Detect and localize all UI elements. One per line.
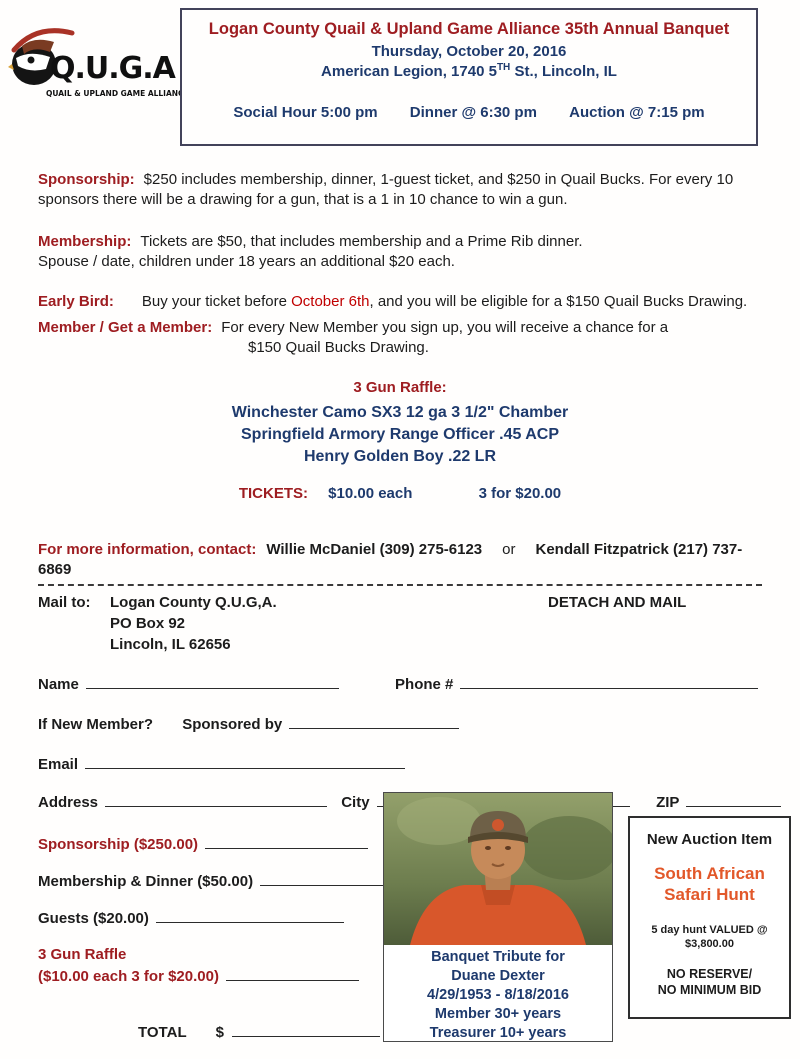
city-label: City — [341, 794, 370, 811]
auction-reserve-line1: NO RESERVE/ — [666, 967, 753, 981]
early-bird-info — [38, 292, 762, 312]
tribute-caption — [384, 945, 612, 1043]
auction-reserve-line2: NO MINIMUM BID — [657, 983, 762, 997]
sponsorship-label: Sponsorship: — [38, 171, 135, 188]
logo-tagline: QUAIL & UPLAND GAME ALLIANCE — [46, 89, 180, 98]
email-field[interactable] — [85, 755, 405, 769]
auction-item-name — [630, 863, 789, 905]
member-get-member-line2: $150 Quail Bucks Drawing. — [248, 339, 429, 356]
duane-dexter-photo — [384, 793, 612, 945]
raffle-amount-field[interactable] — [226, 967, 359, 981]
event-location — [182, 62, 756, 80]
zip-field[interactable] — [686, 793, 781, 807]
new-member-row — [38, 715, 762, 735]
sponsorship-text-line2: sponsors there will be a drawing for a gun, that is a 1 in 10 chance to win a gun. — [38, 191, 568, 208]
early-bird-label: Early Bird: — [38, 293, 114, 310]
total-currency: $ — [215, 1024, 224, 1041]
event-times — [182, 104, 756, 121]
event-date: Thursday, October 20, 2016 — [371, 43, 567, 60]
gun-raffle-section — [38, 378, 762, 504]
mail-to-block — [38, 592, 762, 655]
phone-label: Phone # — [395, 676, 454, 693]
address-field[interactable] — [105, 793, 327, 807]
member-get-member-info — [38, 318, 762, 358]
location-ordinal: TH — [496, 62, 511, 73]
name-field[interactable] — [86, 675, 339, 689]
location-text: American Legion, 1740 5 — [321, 63, 497, 80]
auction-value — [630, 923, 789, 951]
new-member-label: If New Member? — [38, 716, 154, 733]
location-text-2: St., Lincoln, IL — [510, 63, 617, 80]
guests-amount-label: Guests ($20.00) — [38, 910, 149, 927]
auction-value-line2: $3,800.00 — [685, 938, 734, 950]
membership-info — [38, 232, 762, 272]
raffle-title: 3 Gun Raffle: — [353, 379, 447, 396]
tribute-line-3: 4/29/1953 - 8/18/2016 — [427, 987, 569, 1003]
tribute-line-2: Duane Dexter — [451, 968, 545, 984]
new-auction-item-box — [628, 816, 791, 1019]
quail-logo-icon — [8, 24, 180, 104]
raffle-gun-3: Henry Golden Boy .22 LR — [303, 448, 497, 465]
sponsorship-info — [38, 170, 762, 210]
dinner-time: Dinner @ 6:30 pm — [409, 104, 537, 121]
sponsorship-text-line1: $250 includes membership, dinner, 1-guest ticket, and $250 in Quail Bucks. For every 10 — [143, 171, 734, 188]
auction-item-line1: South African — [654, 864, 765, 883]
tribute-line-5: Treasurer 10+ years — [429, 1025, 567, 1041]
tribute-line-1: Banquet Tribute for — [431, 949, 565, 965]
tribute-line-4: Member 30+ years — [434, 1006, 562, 1022]
member-get-member-label: Member / Get a Member: — [38, 319, 213, 336]
total-label: TOTAL — [138, 1024, 187, 1041]
auction-item-line2: Safari Hunt — [664, 885, 755, 904]
contact-conjunction: or — [502, 541, 516, 558]
social-hour-time: Social Hour 5:00 pm — [233, 104, 378, 121]
tickets-label: TICKETS: — [238, 485, 308, 502]
sponsorship-amount-field[interactable] — [205, 835, 368, 849]
flyer-header — [0, 0, 800, 158]
mail-address-line3: Lincoln, IL 62656 — [110, 636, 231, 653]
detach-separator — [38, 584, 762, 586]
detach-and-mail-label: DETACH AND MAIL — [548, 594, 687, 611]
address-label: Address — [38, 794, 99, 811]
membership-amount-label: Membership & Dinner ($50.00) — [38, 873, 254, 890]
early-bird-text-2: , and you will be eligible for a $150 Quail Bucks Drawing. — [369, 293, 748, 310]
event-title: Logan County Quail & Upland Game Alliance 35th Annual Banquet — [208, 20, 730, 38]
mail-address-line1: Logan County Q.U.G,A. — [110, 594, 277, 611]
phone-field[interactable] — [460, 675, 758, 689]
email-label: Email — [38, 756, 79, 773]
contact-label: For more information, contact: — [38, 541, 257, 558]
sponsored-by-field[interactable] — [289, 715, 459, 729]
member-get-member-line1: For every New Member you sign up, you will receive a chance for a — [221, 319, 669, 336]
raffle-gun-1: Winchester Camo SX3 12 ga 3 1/2" Chamber — [231, 404, 569, 421]
auction-value-line1: 5 day hunt VALUED @ — [651, 924, 768, 936]
total-field[interactable] — [232, 1023, 380, 1037]
quga-logo — [8, 24, 180, 108]
guests-amount-field[interactable] — [156, 909, 344, 923]
raffle-gun-2: Springfield Armory Range Officer .45 ACP — [241, 426, 559, 443]
raffle-price-label: ($10.00 each 3 for $20.00) — [38, 968, 219, 985]
early-bird-text: Buy your ticket before — [141, 293, 292, 310]
raffle-tickets — [38, 484, 762, 504]
auction-title: New Auction Item — [646, 831, 773, 848]
membership-text-line2: Spouse / date, children under 18 years an additional $20 each. — [38, 253, 455, 270]
raffle-amount-label: 3 Gun Raffle — [38, 946, 127, 963]
membership-amount-field[interactable] — [260, 872, 383, 886]
contact-person-1: Willie McDaniel (309) 275-6123 — [266, 541, 483, 558]
zip-label: ZIP — [656, 794, 680, 811]
name-label: Name — [38, 676, 79, 693]
sponsored-by-label: Sponsored by — [182, 716, 283, 733]
auction-time: Auction @ 7:15 pm — [569, 104, 705, 121]
ticket-deal: 3 for $20.00 — [478, 485, 562, 502]
membership-label: Membership: — [38, 233, 132, 250]
sponsorship-amount-label: Sponsorship ($250.00) — [38, 836, 199, 853]
mail-address-line2: PO Box 92 — [110, 615, 186, 632]
ticket-price: $10.00 each — [328, 485, 413, 502]
event-header-box — [180, 8, 758, 146]
membership-text-line1: Tickets are $50, that includes membership and a Prime Rib dinner. — [140, 233, 583, 250]
mail-to-label: Mail to: — [38, 594, 91, 611]
auction-reserve-note — [630, 966, 789, 998]
contact-person-2: Kendall Fitzpatrick (217) 737-6869 — [38, 541, 743, 578]
early-bird-deadline: October 6th — [291, 293, 370, 310]
tribute-photo-box — [383, 792, 613, 1042]
contact-info — [38, 540, 762, 580]
email-row — [38, 755, 762, 775]
logo-acronym: Q.U.G.A — [50, 51, 175, 86]
name-phone-row — [38, 675, 762, 695]
